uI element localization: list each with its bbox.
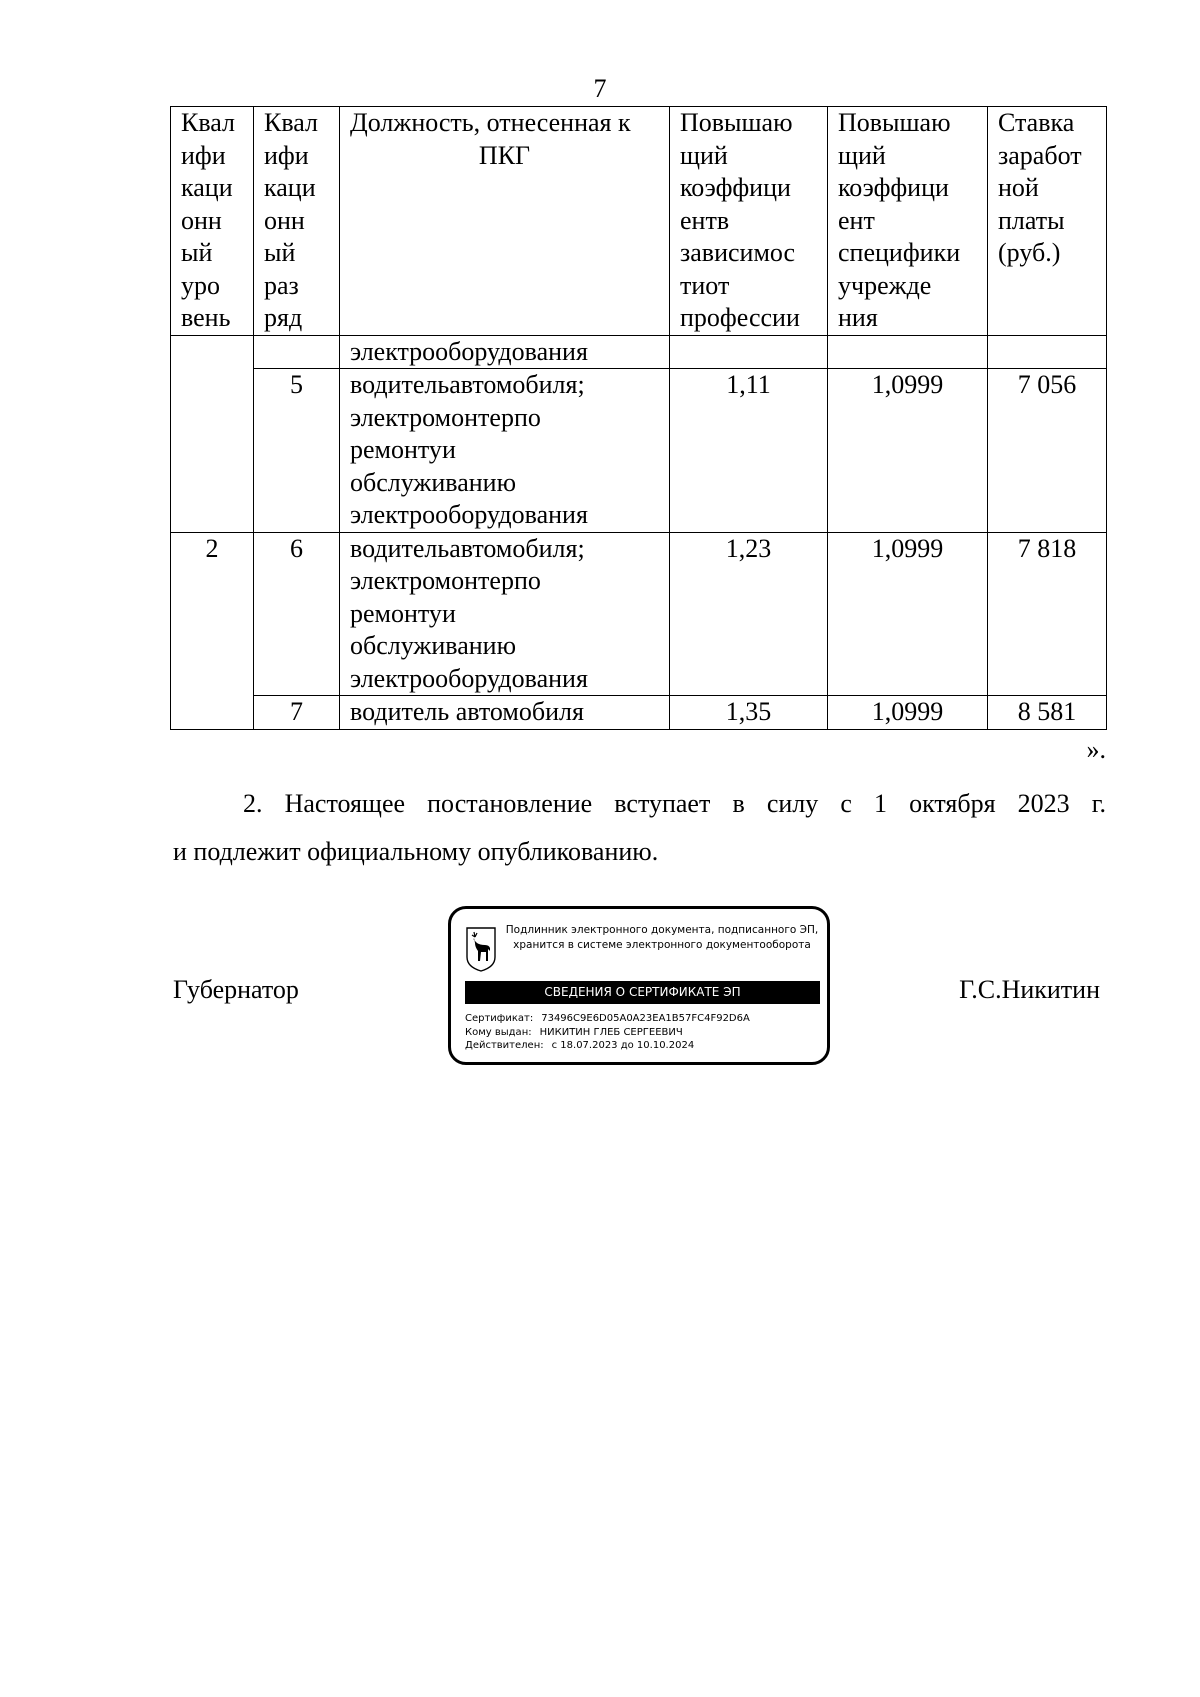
certificate-bar: СВЕДЕНИЯ О СЕРТИФИКАТЕ ЭП [465, 981, 820, 1004]
rate-cell: 7 818 [988, 532, 1107, 696]
header-qual-level: Квал ифи каци онн ый уро вень [171, 107, 254, 336]
level-cell: 2 [171, 532, 254, 729]
coef-profession-cell: 1,11 [670, 369, 828, 533]
signatory-name: Г.С.Никитин [959, 975, 1100, 1004]
position-cell: электрооборудования [340, 335, 670, 369]
coef-specific-cell [828, 335, 988, 369]
effective-date-paragraph [173, 780, 1106, 876]
grade-cell-empty [254, 335, 340, 369]
paragraph-line-1: 2. Настоящее постановление вступает в силу с 1 октября 2023 г. [243, 789, 1106, 818]
certificate-line: Сертификат: 73496C9E6D05A0A23EA1B57FC4F92D6A [465, 1013, 750, 1024]
validity-line: Действителен: с 18.07.2023 до 10.10.2024 [465, 1040, 695, 1051]
table-row-continuation [171, 335, 1107, 369]
position-cell: водитель автомобиля [340, 696, 670, 730]
table-row [171, 369, 1107, 533]
deer-coat-of-arms-icon [466, 927, 496, 972]
coef-specific-cell: 1,0999 [828, 532, 988, 696]
rate-cell: 7 056 [988, 369, 1107, 533]
table-row [171, 532, 1107, 696]
page-number: 7 [593, 74, 607, 103]
header-qual-grade: Квал ифи каци онн ый раз ряд [254, 107, 340, 336]
salary-table [170, 106, 1107, 730]
electronic-signature-stamp [448, 906, 830, 1065]
coef-specific-cell: 1,0999 [828, 369, 988, 533]
grade-cell: 6 [254, 532, 340, 696]
stamp-heading: Подлинник электронного документа, подписанного ЭП, хранится в системе электронного документооборота [505, 924, 819, 951]
coef-profession-cell: 1,23 [670, 532, 828, 696]
header-coef-specific: Повышаю щий коэффици ент специфики учрежде ния [828, 107, 988, 336]
closing-quote: ». [1086, 735, 1106, 764]
coef-profession-cell: 1,35 [670, 696, 828, 730]
table-row [171, 696, 1107, 730]
paragraph-line-2: и подлежит официальному опубликованию. [173, 837, 659, 866]
position-cell: водительавтомобиля; электромонтерпо ремонтуи обслуживанию электрооборудования [340, 369, 670, 533]
coef-specific-cell: 1,0999 [828, 696, 988, 730]
certificate-details [465, 1012, 820, 1053]
header-rate: Ставка заработ ной платы (руб.) [988, 107, 1107, 336]
level-cell-empty [171, 335, 254, 532]
rate-cell [988, 335, 1107, 369]
owner-line: Кому выдан: НИКИТИН ГЛЕБ СЕРГЕЕВИЧ [465, 1026, 683, 1038]
coef-profession-cell [670, 335, 828, 369]
signatory-title: Губернатор [173, 975, 299, 1004]
grade-cell: 5 [254, 369, 340, 533]
table-header-row [171, 107, 1107, 336]
header-coef-profession: Повышаю щий коэффици ентв зависимос тиот профессии [670, 107, 828, 336]
position-cell: водительавтомобиля; электромонтерпо ремонтуи обслуживанию электрооборудования [340, 532, 670, 696]
header-position: Должность, отнесенная к ПКГ [340, 107, 670, 336]
grade-cell: 7 [254, 696, 340, 730]
rate-cell: 8 581 [988, 696, 1107, 730]
